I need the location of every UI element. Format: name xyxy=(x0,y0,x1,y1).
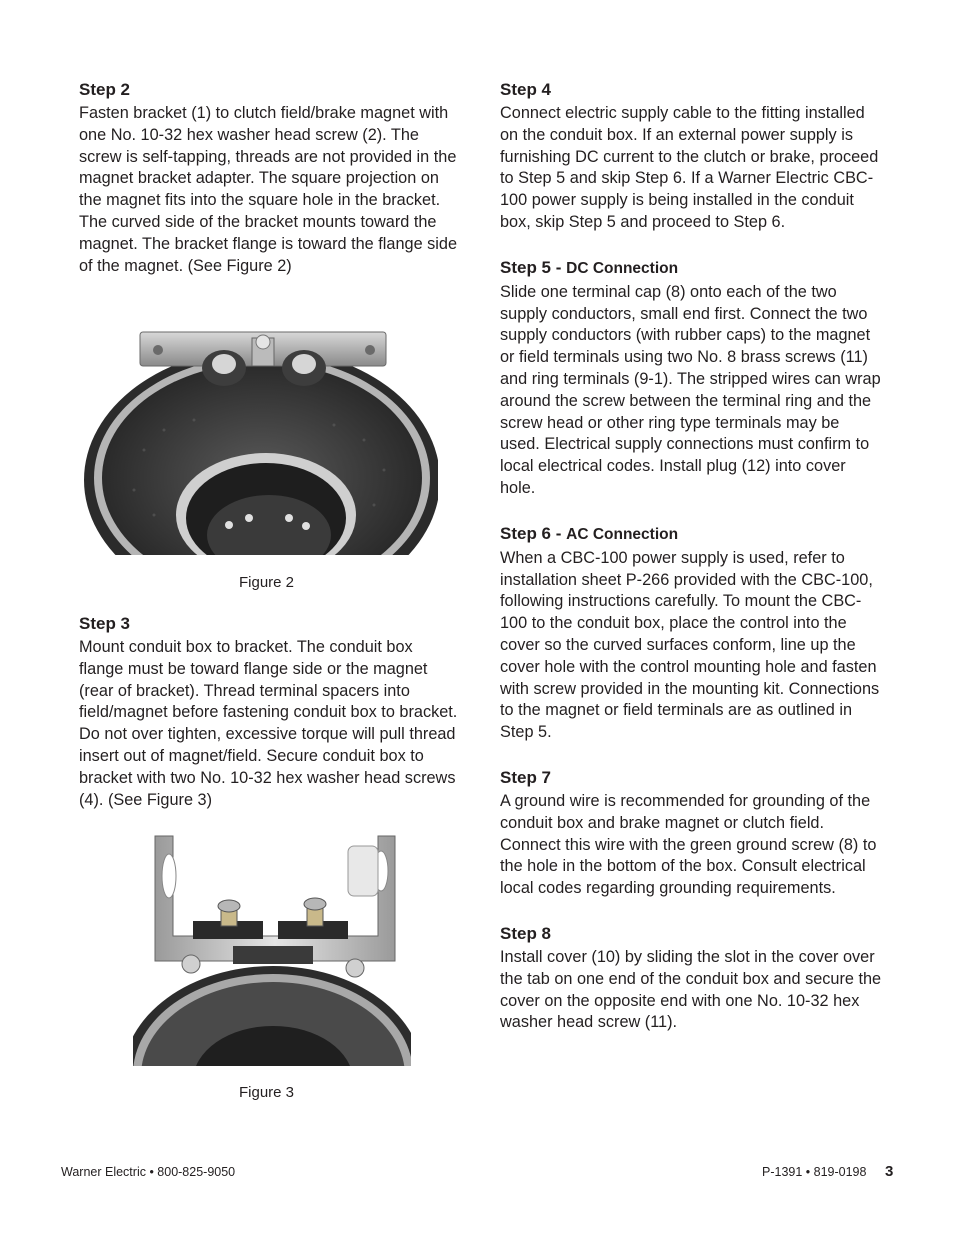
step-5-heading xyxy=(500,256,882,281)
step-7-heading: Step 7 xyxy=(500,767,552,787)
step-2-heading: Step 2 xyxy=(79,80,131,99)
figure-2-image xyxy=(84,330,438,555)
step-5-title: Step 5 - xyxy=(500,257,567,277)
step-4-heading: Step 4 xyxy=(500,80,552,99)
step-3-heading: Step 3 xyxy=(79,614,131,633)
page-number: 3 xyxy=(885,1163,894,1180)
right-column xyxy=(500,78,882,1034)
step-3-body: Mount conduit box to bracket. The conduit box flange must be toward flange side or the magnet (rear of bracket). Thread terminal spacers into field/magnet before fastening conduit box to bracket. Do not over tighten, excessive torque will pull thread insert out of magnet/field. Secure conduit box to bracket with two No. 10-32 hex washer head screws (4). (See Figure 3) xyxy=(79,638,458,809)
step-8 xyxy=(500,922,882,1034)
footer-company-phone: Warner Electric • 800-825-9050 xyxy=(61,1165,236,1179)
figure-3-caption: Figure 3 xyxy=(239,1084,295,1101)
step-2 xyxy=(79,78,459,277)
step-6-body: When a CBC-100 power supply is used, refer to installation sheet P-266 provided with the CBC-100, following instructions carefully. To mount the CBC-100 to the conduit box, place the control into the cover so the curved surfaces conform, line up the cover hole with the control mounting hole and fasten with screw provided in the mounting kit. Connections to the magnet or field terminals are as outlined in Step 5. xyxy=(500,548,880,742)
step-6 xyxy=(500,522,882,744)
step-4 xyxy=(500,78,882,234)
step-4-body: Connect electric supply cable to the fitting installed on the conduit box. If an external power supply is furnishing DC current to the clutch or brake, proceed to Step 5 and skip Step 6. If a Warner Electric CBC-100 power supply is being installed in the conduit box, skip Step 5 and proceed to Step 6. xyxy=(500,104,879,231)
step-7 xyxy=(500,766,882,900)
step-5-subtitle: DC Connection xyxy=(566,259,679,277)
step-6-heading xyxy=(500,522,882,547)
step-5-body: Slide one terminal cap (8) onto each of the two supply conductors, small end first. Connect the two supply conductors (with rubber caps) to the magnet or field terminals using two No. 8 brass screws (11) and ring terminals (9-1). The stripped wires can wrap around the screw between the terminal ring and the screw head or other ring type terminals may be used. Electrical supply connections must confirm to local electrical codes. Install plug (12) into cover hole. xyxy=(500,282,881,497)
step-8-heading: Step 8 xyxy=(500,923,552,943)
step-5 xyxy=(500,256,882,500)
step-7-body: A ground wire is recommended for grounding of the conduit box and brake magnet or clutch field. Connect this wire with the green ground screw (8) to the hole in the bottom of the box. Consult electrical local codes regarding grounding requirements. xyxy=(500,791,877,898)
footer-document-number: P-1391 • 819-0198 xyxy=(762,1165,867,1179)
left-column-lower xyxy=(79,612,459,811)
step-3 xyxy=(79,612,459,811)
figure-3-image xyxy=(133,826,411,1066)
step-6-subtitle: AC Connection xyxy=(566,525,679,543)
left-column xyxy=(79,78,459,277)
step-8-body: Install cover (10) by sliding the slot in the cover over the tab on one end of the conduit box and secure the cover on the opposite end with one No. 10-32 hex washer head screw (11). xyxy=(500,947,882,1032)
figure-2-caption: Figure 2 xyxy=(239,574,295,591)
step-2-body: Fasten bracket (1) to clutch field/brake magnet with one No. 10-32 hex washer head screw (2). The screw is self-tapping, threads are not provided in the magnet bracket adapter. The square projection on the magnet fits into the square hole in the bracket. The curved side of the bracket mounts toward the magnet. The bracket flange is toward the flange side of the magnet. (See Figure 2) xyxy=(79,104,458,275)
step-6-title: Step 6 - xyxy=(500,523,567,543)
